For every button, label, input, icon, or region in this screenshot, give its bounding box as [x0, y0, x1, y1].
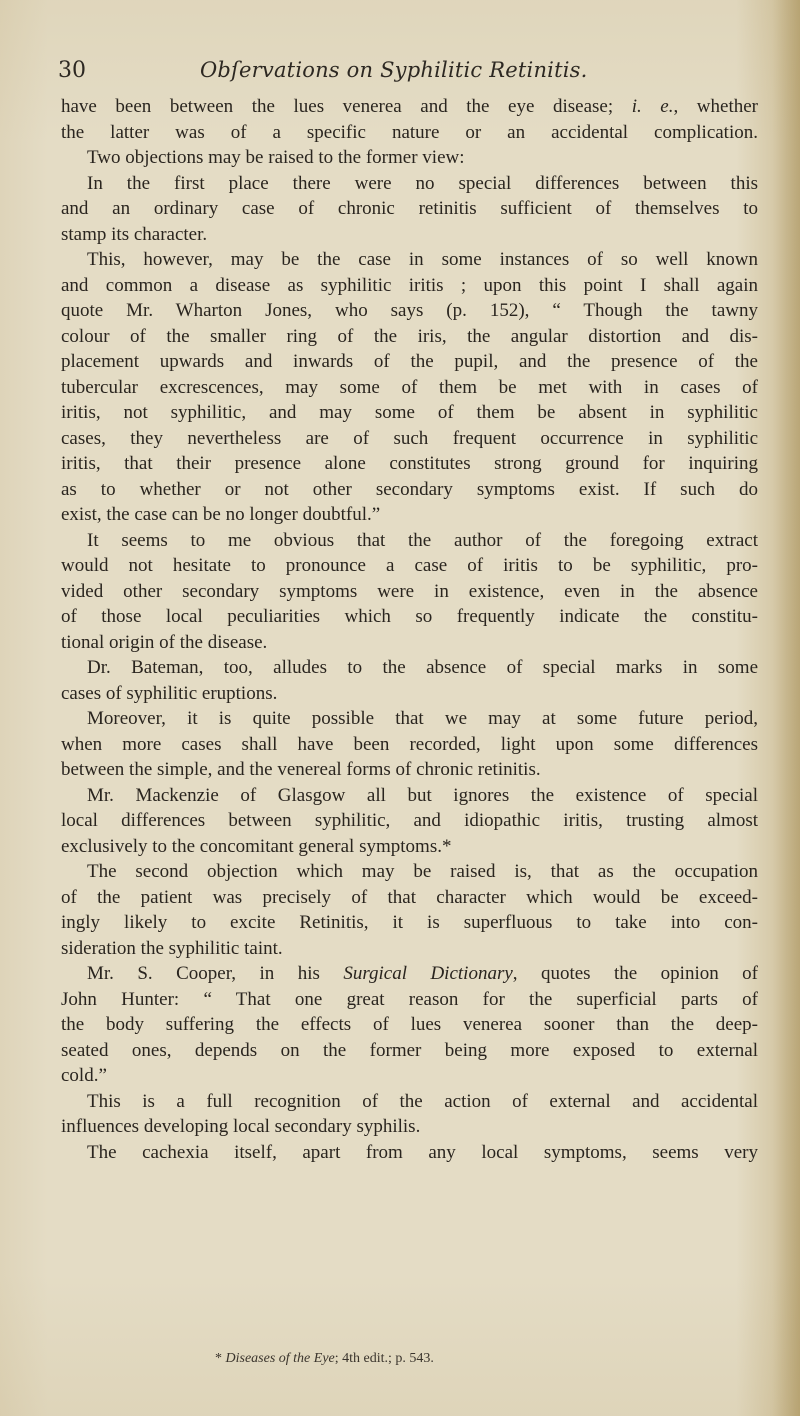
text-line: Two objections may be raised to the former view:	[87, 147, 465, 168]
text-line: placement upwards and inwards of the pupil, and the presence of the	[61, 351, 758, 372]
text-line: This is a full recognition of the action of external and accidental	[87, 1090, 758, 1112]
text-line: Moreover, it is quite possible that we may at some future period,	[87, 708, 758, 729]
page-number: 30	[58, 58, 86, 83]
footnote-title: Diseases of the Eye	[225, 1351, 335, 1366]
footnote-marker: *	[215, 1351, 222, 1366]
running-title: Obſervations on Syphilitic Retinitis.	[200, 58, 588, 82]
footnote-rest: ; 4th edit.; p. 543.	[334, 1351, 434, 1366]
text-line: This, however, may be the case in some instances of so well known	[87, 249, 758, 270]
text-line: the body suffering the effects of lues venerea sooner than the deep-	[61, 1014, 758, 1035]
body-text	[61, 94, 758, 1165]
italic-phrase: i. e.	[631, 96, 674, 117]
text-line: Mr. Mackenzie of Glasgow all but ignores the existence of special	[87, 784, 758, 806]
text-line: exclusively to the concomitant general symptoms.*	[61, 835, 452, 857]
text-line: iritis, that their presence alone constitutes strong ground for inquiring	[61, 453, 758, 474]
text-line: exist, the case can be no longer doubtful.”	[61, 504, 381, 525]
text-line: ingly likely to excite Retinitis, it is superfluous to take into con-	[61, 912, 758, 933]
text-line: as to whether or not other secondary symptoms exist. If such do	[61, 478, 758, 500]
text-line: of those local peculiarities which so frequently indicate the constitu-	[61, 606, 758, 627]
footnote	[215, 1351, 434, 1367]
text-line: cases, they nevertheless are of such frequent occurrence in syphilitic	[61, 427, 758, 449]
page-edge-shadow	[772, 0, 800, 1416]
text-line: and an ordinary case of chronic retinitis sufficient of themselves to	[61, 198, 758, 219]
text-line: In the first place there were no special differences between this	[87, 172, 758, 194]
text-line: The cachexia itself, apart from any local symptoms, seems very	[87, 1141, 758, 1163]
text-line: tubercular excrescences, may some of them be met with in cases of	[61, 376, 758, 398]
text-line: of the patient was precisely of that character which would be exceed-	[61, 886, 758, 908]
text-line: local differences between syphilitic, and idiopathic iritis, trusting almost	[61, 810, 758, 831]
text-line: colour of the smaller ring of the iris, the angular distortion and dis-	[61, 325, 758, 347]
text-line: It seems to me obvious that the author of the foregoing extract	[87, 529, 758, 551]
text-line: when more cases shall have been recorded, light upon some differences	[61, 733, 758, 755]
text-line: The second objection which may be raised is, that as the occupation	[87, 861, 758, 882]
text-line: the latter was of a specific nature or an accidental complication.	[61, 121, 758, 143]
text-line: iritis, not syphilitic, and may some of them be absent in syphilitic	[61, 402, 758, 423]
text-line: have been between the lues venerea and the eye disease; i. e., whether	[61, 96, 758, 117]
text-line: cases of syphilitic eruptions.	[61, 682, 278, 704]
text-line: would not hesitate to pronounce a case of iritis to be syphilitic, pro-	[61, 555, 758, 576]
italic-phrase: Surgical Dictionary	[343, 963, 513, 984]
page-header	[58, 58, 758, 98]
text-line: influences developing local secondary syphilis.	[61, 1116, 421, 1137]
text-line: quote Mr. Wharton Jones, who says (p. 152), “ Though the tawny	[61, 300, 758, 321]
text-line: vided other secondary symptoms were in existence, even in the absence	[61, 580, 758, 602]
text-line: Mr. S. Cooper, in his Surgical Dictionary, quotes the opinion of	[87, 963, 759, 984]
text-line: stamp its character.	[61, 223, 208, 245]
text-line: and common a disease as syphilitic iritis ; upon this point I shall again	[61, 274, 758, 296]
text-line: cold.”	[61, 1065, 107, 1086]
text-line: seated ones, depends on the former being more exposed to external	[61, 1039, 758, 1061]
text-line: John Hunter: “ That one great reason for the superficial parts of	[61, 988, 758, 1010]
text-line: tional origin of the disease.	[61, 631, 268, 653]
text-line: between the simple, and the venereal forms of chronic retinitis.	[61, 759, 541, 780]
text-line: sideration the syphilitic taint.	[61, 937, 283, 959]
text-line: Dr. Bateman, too, alludes to the absence of special marks in some	[87, 657, 758, 678]
